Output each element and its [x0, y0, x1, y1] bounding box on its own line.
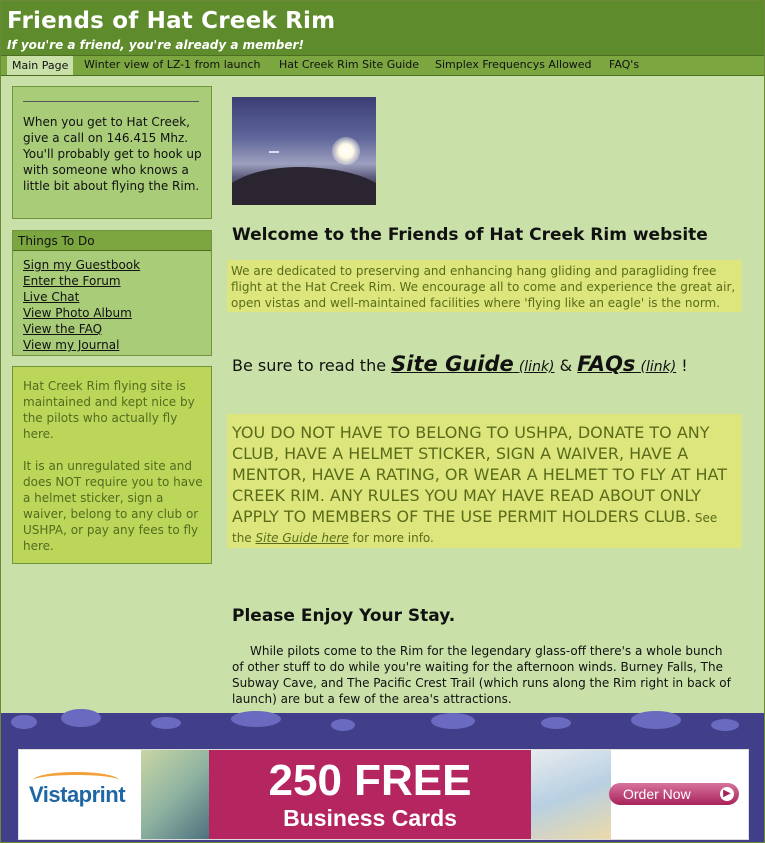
site-title: Friends of Hat Creek Rim [7, 8, 336, 34]
splash-drop [151, 717, 181, 729]
site-info-paragraph-1: Hat Creek Rim flying site is maintained and kept nice by the pilots who actually fly here. [23, 379, 195, 441]
faqs-label: FAQs [577, 352, 636, 376]
site-info-box [12, 366, 212, 564]
no-rules-notice [227, 414, 742, 548]
site-info-paragraph-2: It is an unregulated site and does NOT require you to have a helmet sticker, sign a waiver, belong to any club or USHPA, or pay any fees to fly here. [23, 459, 203, 553]
read-suffix: ! [676, 356, 688, 375]
site-tagline: If you're a friend, you're already a member! [7, 38, 304, 52]
splash-drop [711, 719, 739, 731]
enjoy-heading: Please Enjoy Your Stay. [232, 606, 456, 626]
business-cards-image-right [531, 750, 611, 839]
glider [269, 151, 279, 153]
attractions-paragraph: While pilots come to the Rim for the legendary glass-off there's a whole bunch of other stuff to do while you're waiting for the afternoon winds. Burney Falls, The Subway Cave, and The Pacific Crest Trail (which runs along the Rim right in back of launch) are but a few of the area's attractions. [232, 644, 731, 706]
site-info-text [23, 378, 205, 554]
nav-faqs[interactable]: FAQ's [609, 58, 640, 71]
divider [23, 101, 199, 102]
radio-note-text: When you get to Hat Creek, give a call on 146.415 Mhz. You'll probably get to hook up with someone who knows a little bit about flying the Rim. [23, 115, 202, 193]
read-guide-line [232, 352, 688, 376]
link-photo-album[interactable]: View Photo Album [23, 306, 132, 320]
link-guestbook[interactable]: Sign my Guestbook [23, 258, 141, 272]
splash-drop [61, 709, 101, 727]
radio-note-box [12, 86, 212, 219]
vistaprint-ad[interactable] [18, 749, 749, 840]
top-nav [1, 55, 764, 76]
ampersand: & [554, 356, 578, 375]
things-to-do-title: Things To Do [18, 234, 95, 248]
ad-promo-panel [209, 750, 531, 839]
site-guide-link-word: (link) [518, 359, 555, 375]
things-to-do-box [12, 230, 212, 356]
mountain-silhouette [232, 167, 376, 205]
nav-winter-view[interactable]: Winter view of LZ-1 from launch [84, 58, 261, 71]
things-to-do-header [13, 231, 211, 251]
mission-statement: We are dedicated to preserving and enhancing hang gliding and paragliding free flight at the Hat Creek Rim. We encourage all to come and experience the great air, open vistas and well-maintained facilities where 'flying like an eagle' is the norm. [227, 260, 742, 312]
welcome-heading: Welcome to the Friends of Hat Creek Rim website [232, 225, 708, 245]
splash-drop [11, 715, 37, 729]
business-cards-image [141, 750, 211, 839]
launch-photo [232, 97, 376, 205]
sun-glare [332, 137, 360, 165]
vistaprint-logo: Vistaprint [29, 782, 126, 807]
read-prefix: Be sure to read the [232, 356, 392, 375]
ad-headline: 250 FREE [268, 756, 472, 805]
play-arrow-icon: ▶ [720, 787, 734, 801]
splash-drop [631, 711, 681, 729]
site-header [1, 1, 764, 55]
link-journal[interactable]: View my Journal [23, 338, 120, 352]
splash-drop [541, 717, 571, 729]
nav-main-page[interactable]: Main Page [7, 56, 73, 75]
splash-drop [431, 713, 475, 729]
things-to-do-list [23, 257, 140, 353]
splash-drop [231, 711, 281, 727]
site-guide-link[interactable] [391, 352, 555, 376]
notice-end: for more info. [348, 531, 434, 545]
faqs-link[interactable] [577, 352, 677, 376]
ad-subline: Business Cards [283, 805, 457, 831]
link-faq[interactable]: View the FAQ [23, 322, 103, 336]
nav-site-guide[interactable]: Hat Creek Rim Site Guide [279, 58, 420, 71]
splash-drop [331, 719, 355, 731]
nav-simplex-frequencies[interactable]: Simplex Frequencys Allowed [435, 58, 592, 71]
link-forum[interactable]: Enter the Forum [23, 274, 121, 288]
link-live-chat[interactable]: Live Chat [23, 290, 80, 304]
order-now-button[interactable] [609, 783, 739, 805]
notice-see: See the [232, 511, 718, 545]
site-guide-label: Site Guide [391, 352, 514, 376]
order-now-label: Order Now [623, 786, 691, 802]
faqs-link-word: (link) [640, 359, 677, 375]
notice-site-guide-link[interactable]: Site Guide here [255, 531, 349, 545]
notice-caps-text: YOU DO NOT HAVE TO BELONG TO USHPA, DONATE TO ANY CLUB, HAVE A HELMET STICKER, SIGN A WAIVER, HAVE A MENTOR, HAVE A RATING, OR WEAR A HELMET TO FLY AT HAT CREEK RIM. ANY RULES YOU MAY HAVE READ ABOUT ONLY APPLY TO MEMBERS OF THE USE PERMIT HOLDERS CLUB. [232, 423, 727, 526]
